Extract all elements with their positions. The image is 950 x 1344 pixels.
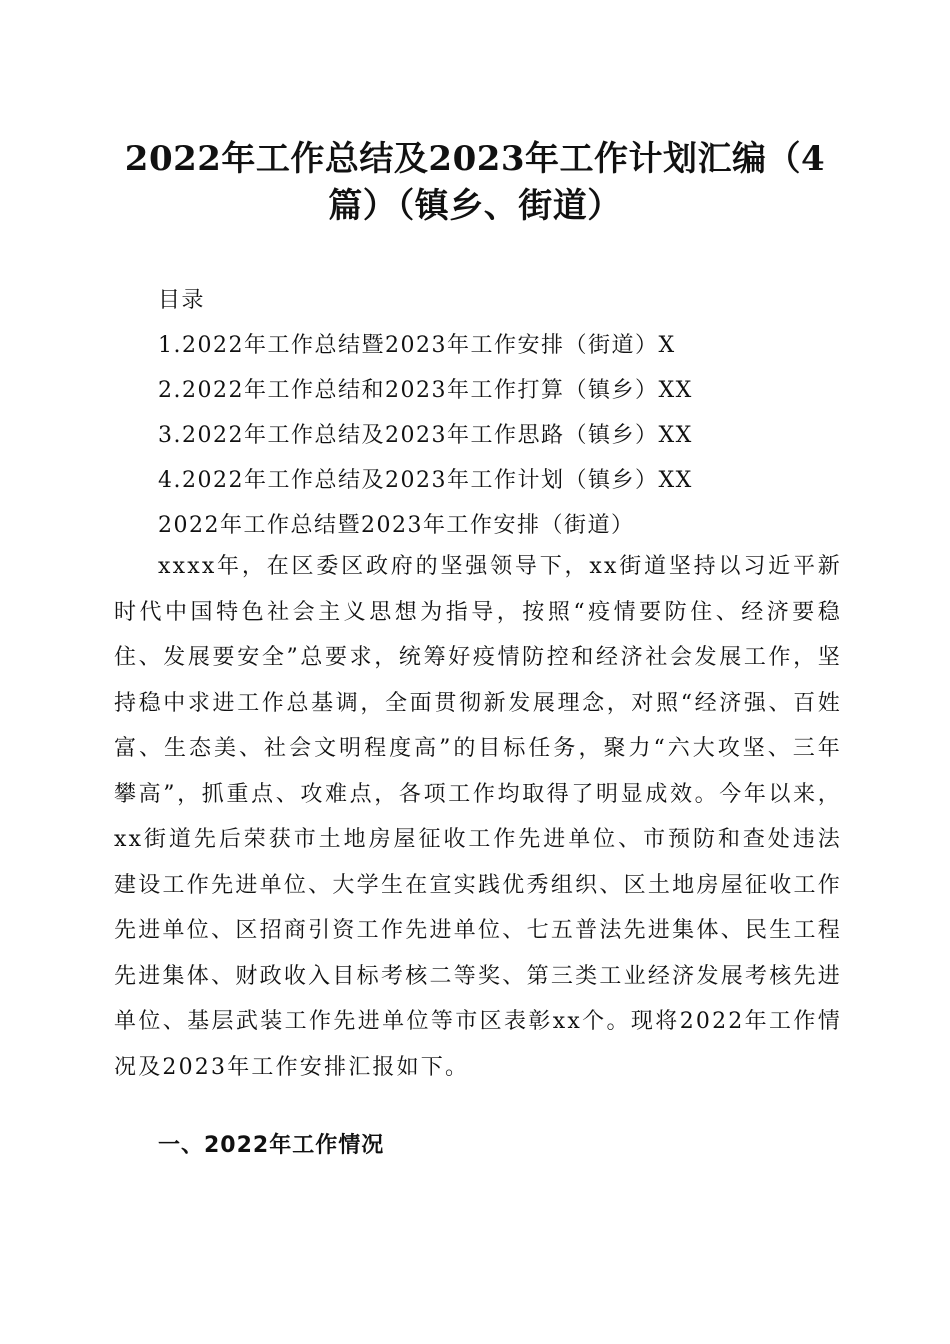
document-title: 2022年工作总结及2023年工作计划汇编（4篇）（镇乡、街道）	[124, 139, 826, 226]
body-paragraph: xxxx年，在区委区政府的坚强领导下，xx街道坚持以习近平新时代中国特色社会主义思想为指导，按照“疫情要防住、经济要稳住、发展要安全”总要求，统筹好疫情防控和经济社会发展工作，坚持稳中求进工作总基调，全面贯彻新发展理念，对照“经济强、百姓富、生态美、社会文明程度高”的目标任务，聚力“六大攻坚、三年攀高”，抓重点、攻难点，各项工作均取得了明显成效。今年以来，xx街道先后荣获市土地房屋征收工作先进单位、市预防和查处违法建设工作先进单位、大学生在宣实践优秀组织、区土地房屋征收工作先进单位、区招商引资工作先进单位、七五普法先进集体、民生工程先进集体、财政收入目标考核二等奖、第三类工业经济发展考核先进单位、基层武装工作先进单位等市区表彰xx个。现将2022年工作情况及2023年工作安排汇报如下。	[114, 554, 842, 1080]
toc-item-1: 1.2022年工作总结暨2023年工作安排（街道）X	[158, 333, 676, 358]
toc-item-2: 2.2022年工作总结和2023年工作打算（镇乡）XX	[158, 378, 693, 403]
toc-item-3: 3.2022年工作总结及2023年工作思路（镇乡）XX	[158, 423, 693, 448]
toc-item-4: 4.2022年工作总结及2023年工作计划（镇乡）XX	[158, 468, 693, 493]
article-title: 2022年工作总结暨2023年工作安排（街道）	[158, 513, 635, 538]
section-heading: 一、2022年工作情况	[158, 1133, 385, 1158]
table-of-contents	[158, 278, 858, 548]
toc-heading: 目录	[158, 288, 206, 313]
